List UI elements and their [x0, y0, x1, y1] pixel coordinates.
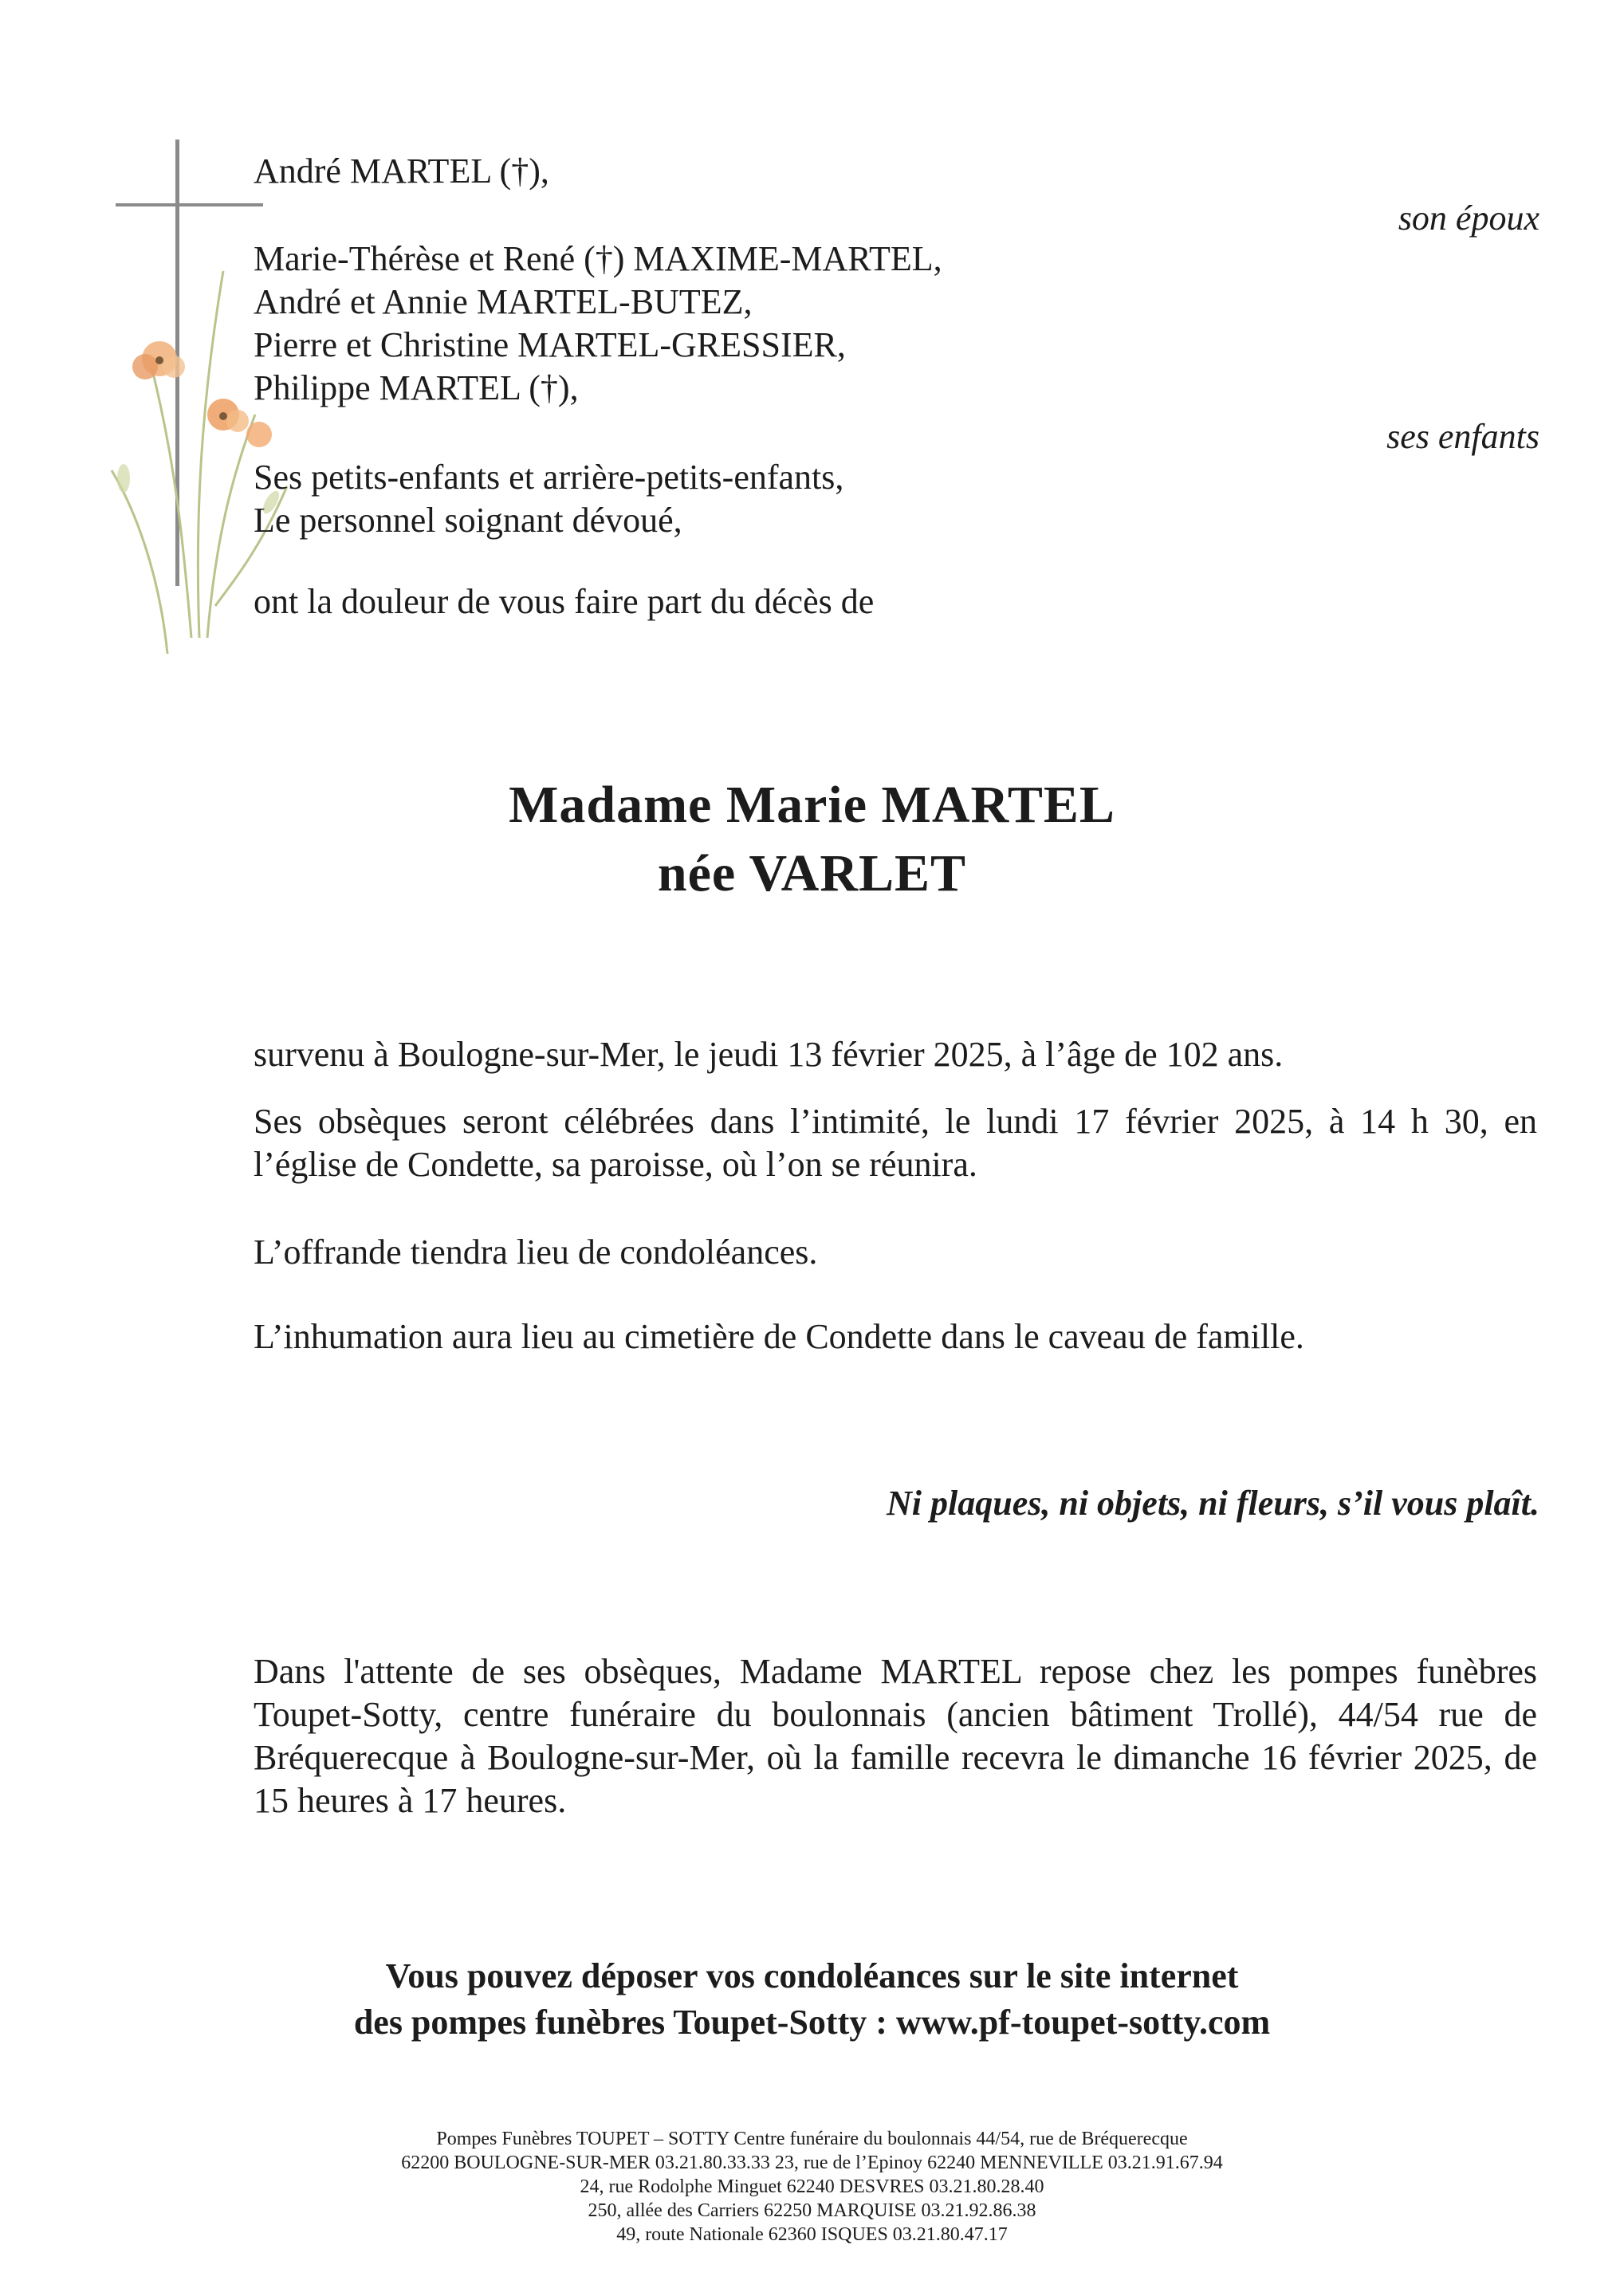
grandchildren-line: Ses petits-enfants et arrière-petits-enfants,	[254, 458, 844, 497]
offering-details: L’offrande tiendra lieu de condoléances.	[254, 1233, 818, 1272]
condolences-notice	[0, 1953, 1624, 2046]
child-line-4: Philippe MARTEL (†),	[254, 368, 579, 407]
visitation-paragraph: Dans l'attente de ses obsèques, Madame MARTEL repose chez les pompes funèbres Toupet-Sotty, centre funéraire du boulonnais (ancien bâtiment Trollé), 44/54 rue de Bréquerecque à Boulogne-sur-Mer, où la famille recevra le dimanche 16 février 2025, de 15 heures à 17 heures.	[254, 1652, 1537, 1820]
condolences-line-2: des pompes funèbres Toupet-Sotty : www.pf-toupet-sotty.com	[353, 2003, 1271, 2042]
condolences-line-1: Vous pouvez déposer vos condoléances sur le site internet	[385, 1956, 1239, 1995]
child-line-3: Pierre et Christine MARTEL-GRESSIER,	[254, 325, 846, 364]
child-line-1: Marie-Thérèse et René (†) MAXIME-MARTEL,	[254, 239, 942, 278]
footer-line-2: 62200 BOULOGNE-SUR-MER 03.21.80.33.33 23, rue de l’Epinoy 62240 MENNEVILLE 03.21.91.67.94	[401, 2152, 1223, 2173]
deceased-maiden-name: née VARLET	[657, 844, 967, 902]
child-line-2: André et Annie MARTEL-BUTEZ,	[254, 282, 753, 321]
funeral-home-footer	[0, 2127, 1624, 2247]
burial-details: L’inhumation aura lieu au cimetière de Condette dans le caveau de famille.	[254, 1317, 1304, 1356]
death-details: survenu à Boulogne-sur-Mer, le jeudi 13 février 2025, à l’âge de 102 ans.	[254, 1035, 1284, 1074]
children-role: ses enfants	[1386, 417, 1539, 456]
footer-line-5: 49, route Nationale 62360 ISQUES 03.21.80.47.17	[616, 2224, 1008, 2245]
deceased-name: Madame Marie MARTEL	[509, 776, 1115, 834]
footer-line-4: 250, allée des Carriers 62250 MARQUISE 03.21.92.86.38	[588, 2200, 1036, 2221]
no-flowers-notice: Ni plaques, ni objets, ni fleurs, s’il vous plaît.	[887, 1484, 1539, 1523]
footer-line-3: 24, rue Rodolphe Minguet 62240 DESVRES 03.21.80.28.40	[580, 2176, 1044, 2197]
funeral-details: Ses obsèques seront célébrées dans l’intimité, le lundi 17 février 2025, à 14 h 30, en l’église de Condette, sa paroisse, où l’on se réunira.	[254, 1102, 1537, 1184]
footer-line-1: Pompes Funèbres TOUPET – SOTTY Centre funéraire du boulonnais 44/54, rue de Bréquerecque	[436, 2129, 1188, 2149]
spouse-role: son époux	[1398, 199, 1539, 238]
spouse-name: André MARTEL (†),	[254, 151, 549, 191]
announcement-line: ont la douleur de vous faire part du décès de	[254, 582, 875, 621]
care-staff-line: Le personnel soignant dévoué,	[254, 501, 682, 540]
